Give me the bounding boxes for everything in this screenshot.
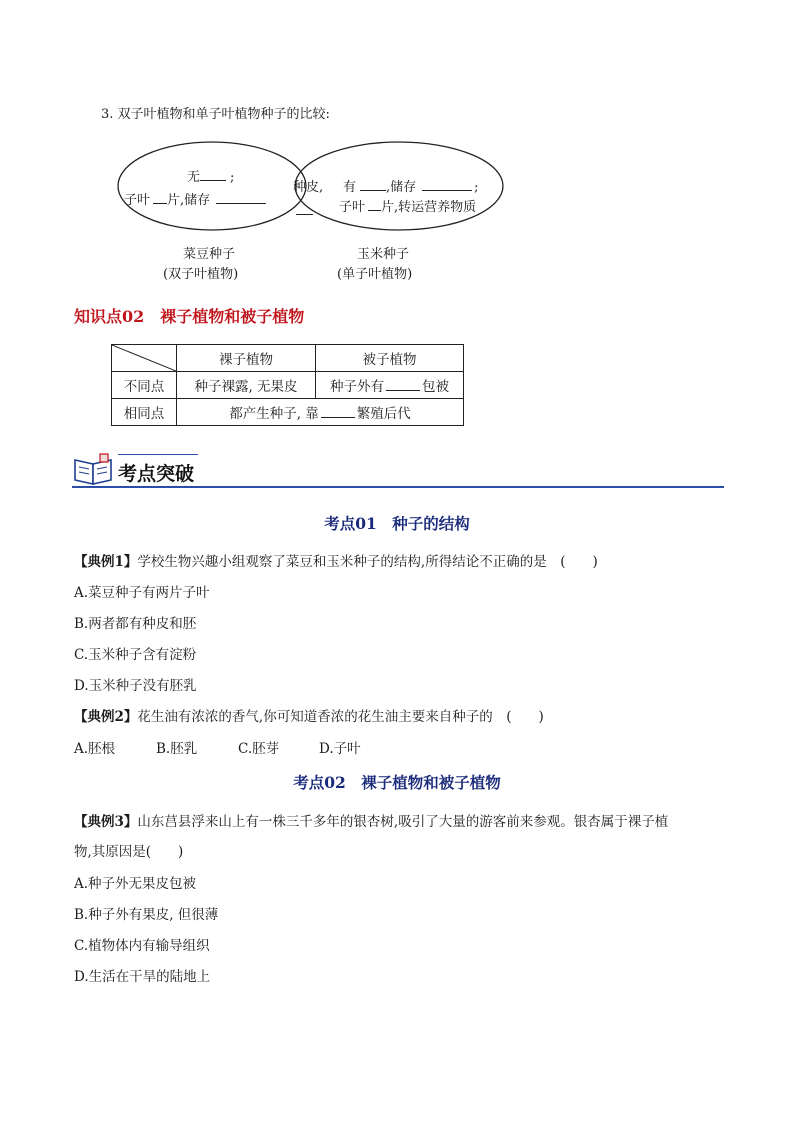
venn-left-sublabel: (双子叶植物) <box>163 267 239 282</box>
ex1-option-c: C.玉米种子含有淀粉 <box>74 647 197 663</box>
section-heading: 知识点02 裸子植物和被子植物 <box>74 307 305 326</box>
book-icon <box>72 452 118 486</box>
table-cell-gymnosperm-diff: 种子裸露, 无果皮 <box>177 372 316 399</box>
venn-center-line1: 种皮, <box>293 180 324 195</box>
ex2-option-d: D.子叶 <box>319 741 361 757</box>
table-row-differences-head: 不同点 <box>112 372 177 399</box>
venn-right-sublabel: (单子叶植物) <box>337 267 413 282</box>
ex2-option-a: A.胚根 <box>74 741 116 757</box>
venn-left-label: 菜豆种子 <box>183 247 236 262</box>
kp2-title: 考点02 裸子植物和被子植物 <box>293 773 501 792</box>
venn-center-blank <box>296 214 313 215</box>
ex3-option-a: A.种子外无果皮包被 <box>74 876 197 892</box>
banner-top-rule <box>118 454 198 455</box>
venn-left-line2: 子叶 片,储存 <box>124 189 266 208</box>
table-corner-cell <box>112 345 177 372</box>
ex3-option-c: C.植物体内有输导组织 <box>74 938 210 954</box>
example-3-line2: 物,其原因是( ) <box>74 844 184 860</box>
item3-title: 3. 双子叶植物和单子叶植物种子的比较: <box>101 107 330 122</box>
banner-title: 考点突破 <box>118 463 195 485</box>
table-row-similarities-head: 相同点 <box>112 399 177 426</box>
venn-right-label: 玉米种子 <box>357 247 410 262</box>
ex1-option-d: D.玉米种子没有胚乳 <box>74 678 197 694</box>
venn-right-line1: 有 ,储存 ; <box>343 180 479 195</box>
ex3-option-b: B.种子外有果皮, 但很薄 <box>74 907 219 923</box>
banner-rule <box>72 486 724 488</box>
example-3: 【典例3】山东莒县浮来山上有一株三千多年的银杏树,吸引了大量的游客前来参观。银杏属于裸子植 <box>74 814 669 830</box>
table-cell-similarities: 都产生种子, 靠 繁殖后代 <box>177 399 464 426</box>
table-cell-angiosperm-diff: 种子外有 包被 <box>316 372 464 399</box>
ex2-option-b: B.胚乳 <box>156 741 198 757</box>
example-2: 【典例2】花生油有浓浓的香气,你可知道香浓的花生油主要来自种子的 ( ) <box>74 709 544 725</box>
example-1: 【典例1】学校生物兴趣小组观察了菜豆和玉米种子的结构,所得结论不正确的是 ( ) <box>74 554 598 570</box>
comparison-table <box>111 344 464 426</box>
ex2-option-c: C.胚芽 <box>238 741 280 757</box>
kp1-title: 考点01 种子的结构 <box>324 514 470 533</box>
venn-left-ellipse <box>118 142 306 230</box>
ex3-option-d: D.生活在干旱的陆地上 <box>74 969 211 985</box>
venn-right-line2: 子叶 片,转运营养物质 <box>339 200 477 215</box>
venn-left-line1: 无 ; <box>187 170 235 185</box>
ex1-option-b: B.两者都有种皮和胚 <box>74 616 197 632</box>
table-header-angiosperm: 被子植物 <box>316 345 464 372</box>
table-header-gymnosperm: 裸子植物 <box>177 345 316 372</box>
ex1-option-a: A.菜豆种子有两片子叶 <box>74 585 210 601</box>
